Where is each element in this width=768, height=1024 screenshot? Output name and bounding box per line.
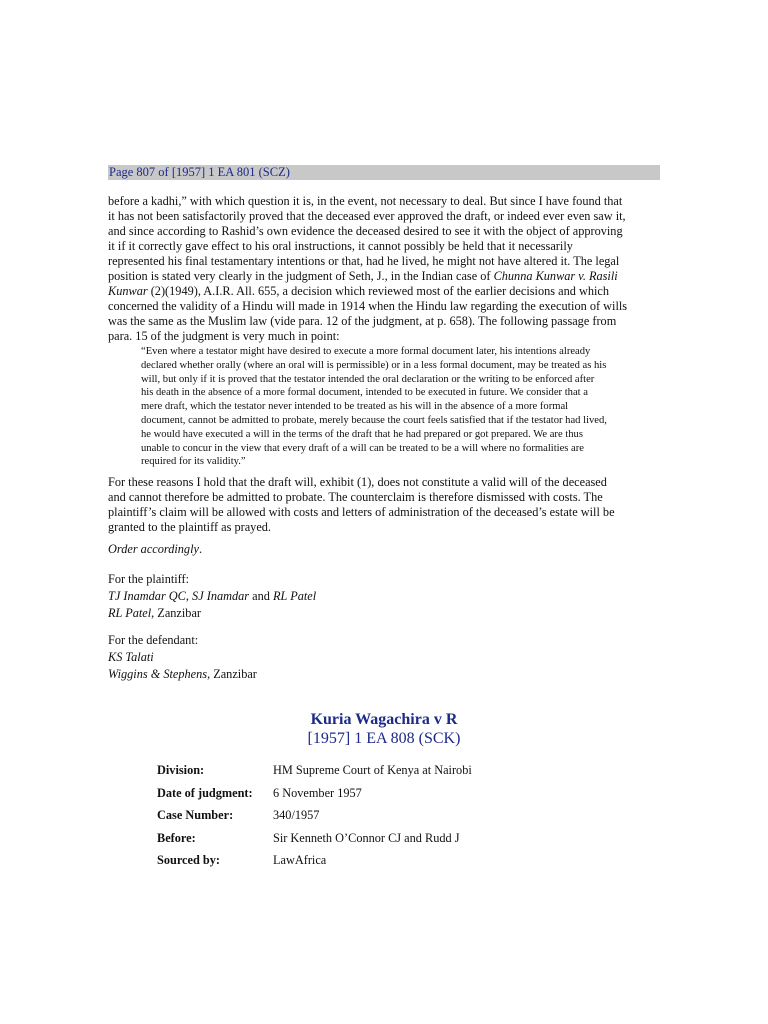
counsel-name: TJ Inamdar QC [108, 589, 186, 603]
plaintiff-counsel-names [108, 588, 316, 605]
text-line: represented his final testamentary intentions or that, had he lived, he might not have altered it. The legal [108, 254, 620, 268]
advocate-place: , Zanzibar [151, 606, 201, 620]
detail-value: Sir Kenneth O’Connor CJ and Rudd J [273, 830, 460, 845]
plaintiff-heading: For the plaintiff: [108, 572, 190, 586]
order-text: Order accordingly [108, 542, 199, 556]
detail-value: LawAfrica [273, 853, 327, 868]
defendant-heading: For the defendant: [108, 633, 199, 647]
case-name: Kunwar [108, 284, 148, 298]
quote-line: he would have executed a will in the terms of the draft that he had prepared or got prepared. We are thus [141, 428, 583, 440]
case-detail-row [157, 786, 577, 809]
detail-label: Case Number: [157, 808, 234, 823]
case-details-table [157, 763, 577, 876]
case-detail-row [157, 831, 577, 854]
text-line: granted to the plaintiff as prayed. [108, 520, 271, 534]
text-segment: (2)(1949), A.I.R. All. 655, a decision which reviewed most of the earlier decisions and which [147, 284, 610, 298]
advocate-place: , Zanzibar [207, 667, 257, 681]
text-line: plaintiff’s claim will be allowed with costs and letters of administration of the deceased’s estate will be [108, 505, 615, 519]
text-line: and cannot therefore be admitted to probate. The counterclaim is therefore dismissed with costs. The [108, 490, 603, 504]
case-name: Chunna Kunwar v. Rasili [493, 269, 618, 283]
text-line: para. 15 of the judgment is very much in point: [108, 329, 340, 343]
separator: , [185, 589, 193, 603]
counsel-name: RL Patel [273, 589, 317, 603]
detail-value: HM Supreme Court of Kenya at Nairobi [273, 763, 472, 777]
judgment-paragraph [108, 194, 660, 344]
detail-label: Before: [157, 830, 196, 845]
quote-line: his death in the absence of a more formal document, intended to be executed in future. We consider that a [141, 387, 588, 399]
detail-label: Division: [157, 763, 205, 777]
text-line: concerned the validity of a Hindu will made in 1914 when the Hindu law regarding the execution of wills [108, 299, 628, 313]
quote-line: mere draft, which the testator never intended to be treated as his will in the absence of a more formal [141, 401, 569, 413]
detail-label: Sourced by: [157, 853, 220, 868]
counsel-name: SJ Inamdar [192, 589, 250, 603]
case-citation: [1957] 1 EA 808 (SCK) [307, 730, 461, 747]
text-line: it if it correctly gave effect to his oral instructions, it cannot possibly be held that it necessarily [108, 239, 573, 253]
detail-value: 340/1957 [273, 808, 320, 823]
text-line: was the same as the Muslim law (vide para. 12 of the judgment, at p. 658). The following passage from [108, 314, 617, 328]
quote-line: declared whether orally (where an oral will is permissible) or in a less formal document, may be treated as his [141, 359, 607, 371]
case-detail-row [157, 808, 577, 831]
plaintiff-advocates [108, 605, 316, 622]
block-quote [141, 345, 660, 469]
text-line: For these reasons I hold that the draft will, exhibit (1), does not constitute a valid will of the deceased [108, 475, 607, 489]
case-detail-row [157, 853, 577, 876]
text-line: and since according to Rashid’s own evidence the deceased desired to see it with the object of approving [108, 224, 623, 238]
defendant-counsel [108, 632, 257, 683]
advocate-name: Wiggins & Stephens [108, 667, 208, 681]
quote-line: document, cannot be admitted to probate, merely because the court feels satisfied that if the testator had lived, [141, 414, 607, 426]
separator: and [249, 589, 273, 603]
order-line [108, 542, 202, 557]
holding-paragraph [108, 475, 660, 535]
text-segment: position is stated very clearly in the judgment of Seth, J., in the Indian case of [108, 269, 494, 283]
text-line: before a kadhi,” with which question it is, in the event, not necessary to deal. But since I have found that [108, 194, 623, 208]
text-line [108, 284, 660, 299]
detail-label: Date of judgment: [157, 785, 253, 800]
quote-line: will, but only if it is proved that the testator intended the oral declaration or the writing to be enforced after [141, 373, 595, 385]
order-period: . [198, 542, 203, 556]
text-line: it has not been satisfactorily proved that the deceased ever approved the draft, or indeed ever even saw it, [108, 209, 626, 223]
counsel-name: KS Talati [108, 650, 154, 664]
defendant-counsel-name [108, 649, 257, 666]
page-number-banner: Page 807 of [1957] 1 EA 801 (SCZ) [108, 165, 660, 180]
detail-value: 6 November 1957 [273, 785, 362, 800]
advocate-name: RL Patel [108, 606, 152, 620]
quote-line: unable to concur in the view that every draft of a will can be treated to be a will where no formalities are [141, 442, 584, 454]
text-line [108, 269, 660, 284]
plaintiff-counsel [108, 571, 316, 622]
defendant-advocates [108, 666, 257, 683]
case-title: Kuria Wagachira v R [310, 711, 458, 728]
quote-line: “Even where a testator might have desired to execute a more formal document later, his intentions already [141, 346, 591, 357]
case-detail-row [157, 763, 577, 786]
quote-line: required for its validity.” [141, 456, 246, 468]
